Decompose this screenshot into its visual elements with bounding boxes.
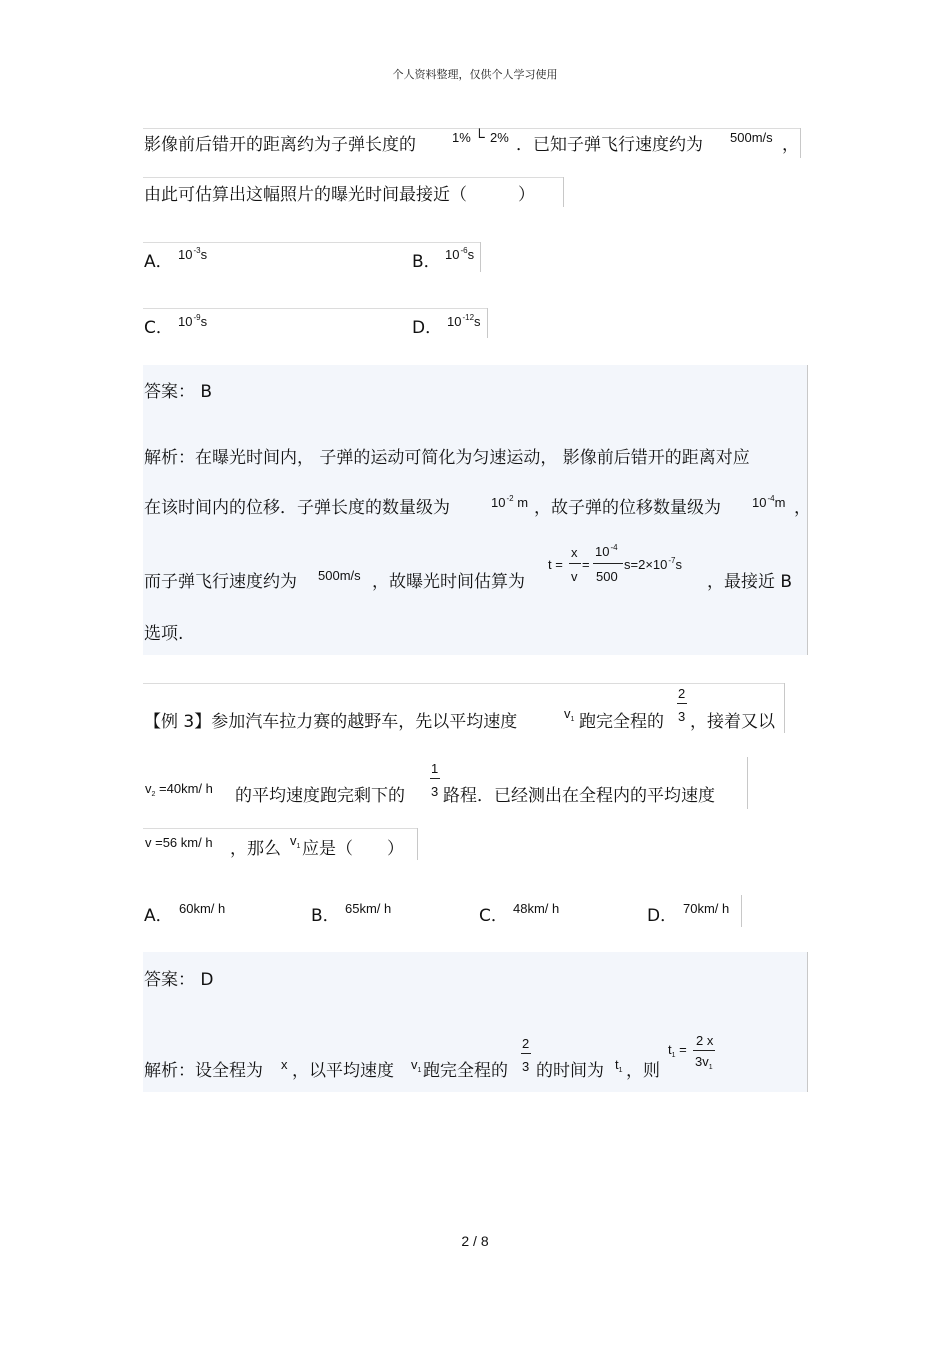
- formula-t: t =: [548, 557, 563, 572]
- formula-result-unit: s: [675, 557, 682, 572]
- option-d-exp: -12: [462, 313, 475, 322]
- fraction-bar: [430, 778, 440, 779]
- explanation-line-3b: ，故曝光时间估算为: [372, 572, 525, 592]
- q3-line2-c: 路程．已经测出在全程内的平均速度: [443, 786, 715, 806]
- v1-sub: 1: [570, 716, 575, 723]
- e-v1-symbol: v: [411, 1057, 418, 1072]
- rule: [143, 308, 487, 309]
- fraction-bar: [677, 703, 687, 704]
- length-magnitude: [491, 496, 528, 512]
- q3-option-b-value: 65km/ h: [345, 901, 392, 916]
- option-a-letter: A．: [144, 252, 173, 272]
- e-formula-den-base: 3v: [695, 1054, 709, 1069]
- q3-line1-b: 跑完全程的: [579, 712, 664, 732]
- formula-denominator: 500: [596, 569, 618, 584]
- fraction-bar: [693, 1050, 715, 1051]
- e-formula-den-sub: 1: [708, 1064, 713, 1071]
- length-unit: m: [517, 495, 529, 510]
- q3-option-a-value: 60km/ h: [179, 901, 226, 916]
- comma: ，: [782, 135, 799, 155]
- formula-result-a: s=2×10: [624, 557, 668, 572]
- e-t1-sub: 1: [618, 1067, 623, 1074]
- q3-explanation-t1: [615, 1058, 623, 1075]
- page-number: 2 / 8: [461, 1233, 489, 1249]
- q3-line3-b: ，那么: [230, 839, 281, 859]
- e-frac-num: 2: [522, 1036, 530, 1051]
- q3-explanation-x: x: [281, 1057, 288, 1072]
- formula-num-exp: -4: [610, 543, 618, 552]
- rule: [143, 683, 784, 684]
- q3-explanation-b: ，以平均速度: [292, 1061, 394, 1081]
- fraction-bar: [569, 563, 581, 564]
- option-b-unit: s: [467, 247, 475, 262]
- disp-exp: -4: [767, 494, 775, 503]
- q3-v-value: v =56 km/ h: [145, 835, 213, 850]
- q3-line1-c: ，接着又以: [690, 712, 775, 732]
- frac-2-3-num: 2: [678, 686, 686, 701]
- formula-x: x: [571, 545, 578, 560]
- answer-q3: 答案： D: [144, 970, 214, 990]
- option-a-value: [178, 248, 207, 264]
- q3-explanation-c: 跑完全程的: [423, 1061, 508, 1081]
- v1-symbol-2: v: [290, 833, 297, 848]
- q3-line2-b: 的平均速度跑完剩下的: [235, 786, 405, 806]
- rule: [747, 757, 748, 809]
- option-c-unit: s: [200, 314, 208, 329]
- rule: [487, 308, 488, 338]
- percent-2: 2%: [490, 130, 509, 145]
- q2-line2-text: 由此可估算出这幅照片的曝光时间最接近（ ）: [144, 185, 535, 205]
- range-symbol: └: [474, 129, 485, 146]
- e-v1-sub: 1: [417, 1067, 422, 1074]
- q3-option-a-letter: A．: [144, 906, 173, 926]
- e-frac-den: 3: [522, 1059, 530, 1074]
- option-b-letter: B．: [412, 252, 441, 272]
- option-a-base: 10: [178, 247, 193, 262]
- q3-explanation-d: 的时间为: [536, 1061, 604, 1081]
- formula-num-base: 10: [595, 544, 610, 559]
- option-d-letter: D．: [412, 318, 443, 338]
- disp-base: 10: [752, 495, 767, 510]
- q3-v1: [564, 707, 574, 724]
- v2-sub: 2: [151, 791, 156, 798]
- displacement-magnitude: [752, 496, 785, 512]
- v1-sub-2: 1: [296, 843, 301, 850]
- option-c-letter: C．: [144, 318, 173, 338]
- rule: [480, 242, 481, 272]
- rule: [143, 177, 563, 178]
- q3-line3-v1: [290, 834, 300, 851]
- q3-option-d-value: 70km/ h: [683, 901, 730, 916]
- page-header: 个人资料整理，仅供个人学习使用: [392, 68, 558, 81]
- length-exp: -2: [506, 494, 514, 503]
- formula-result: [624, 558, 682, 574]
- length-base: 10: [491, 495, 506, 510]
- option-c-base: 10: [178, 314, 193, 329]
- option-d-unit: s: [474, 314, 481, 329]
- frac-2-3-den: 3: [678, 709, 686, 724]
- q3-option-b-letter: B．: [311, 906, 340, 926]
- e-formula-num: 2 x: [696, 1033, 714, 1048]
- option-a-unit: s: [200, 247, 208, 262]
- formula-numerator: [595, 545, 618, 561]
- q3-option-c-value: 48km/ h: [513, 901, 560, 916]
- frac-1-3-den: 3: [431, 784, 439, 799]
- disp-unit: m: [774, 495, 786, 510]
- e-formula-t1: [668, 1043, 687, 1060]
- explanation-line-2c: ，: [794, 498, 811, 518]
- rule: [143, 828, 417, 829]
- q3-line1: 【例 3】参加汽车拉力赛的越野车，先以平均速度: [144, 712, 518, 732]
- option-b-base: 10: [445, 247, 460, 262]
- e-formula-t-sub: 1: [671, 1052, 676, 1059]
- q3-explanation-v1: [411, 1058, 421, 1075]
- fraction-bar: [593, 563, 623, 564]
- explanation-line-2a: 在该时间内的位移．子弹长度的数量级为: [144, 498, 450, 518]
- option-b-value: [445, 248, 474, 264]
- option-c-value: [178, 315, 207, 331]
- formula-result-exp: -7: [668, 556, 676, 565]
- option-d-base: 10: [447, 314, 462, 329]
- speed-value: 500m/s: [730, 130, 773, 145]
- q2-line1-text: 影像前后错开的距离约为子弹长度的: [144, 135, 416, 155]
- v2-symbol: v: [145, 781, 152, 796]
- rule: [807, 952, 808, 1092]
- explanation-line-4: 选项.: [144, 624, 184, 644]
- e-formula-t: t: [668, 1042, 672, 1057]
- explanation-line-1: 解析：在曝光时间内， 子弹的运动可简化为匀速运动， 影像前后错开的距离对应: [144, 448, 750, 468]
- frac-1-3-num: 1: [431, 761, 439, 776]
- explanation-line-2b: ，故子弹的位移数量级为: [534, 498, 721, 518]
- rule: [741, 895, 742, 927]
- v1-symbol: v: [564, 706, 571, 721]
- rule: [417, 828, 418, 860]
- option-c-exp: -9: [193, 313, 201, 322]
- e-t1-symbol: t: [615, 1057, 619, 1072]
- formula-v: v: [571, 569, 578, 584]
- e-formula-den: [695, 1055, 713, 1072]
- e-formula-eq: =: [679, 1042, 687, 1057]
- rule: [143, 128, 800, 129]
- explanation-line-3c: ，最接近 B: [707, 572, 793, 592]
- explanation-speed: 500m/s: [318, 568, 361, 583]
- q3-explanation-a: 解析：设全程为: [144, 1061, 263, 1081]
- option-b-exp: -6: [460, 246, 468, 255]
- formula-eq: =: [582, 557, 590, 572]
- q3-option-c-letter: C．: [479, 906, 508, 926]
- fraction-bar: [521, 1053, 531, 1054]
- rule: [563, 177, 564, 207]
- option-d-value: [447, 315, 481, 331]
- explanation-line-3a: 而子弹飞行速度约为: [144, 572, 297, 592]
- answer-q2: 答案： B: [144, 382, 213, 402]
- rule: [800, 128, 801, 158]
- percent-1: 1%: [452, 130, 471, 145]
- q3-option-d-letter: D．: [647, 906, 678, 926]
- rule: [784, 683, 785, 733]
- q2-line1-text-b: ．已知子弹飞行速度约为: [516, 135, 703, 155]
- option-a-exp: -3: [193, 246, 201, 255]
- q3-line3-c: 应是（ ）: [302, 839, 404, 859]
- q3-explanation-e: ，则: [626, 1061, 660, 1081]
- v2-value: =40km/ h: [159, 781, 213, 796]
- q3-v2: [145, 782, 213, 799]
- rule: [143, 242, 480, 243]
